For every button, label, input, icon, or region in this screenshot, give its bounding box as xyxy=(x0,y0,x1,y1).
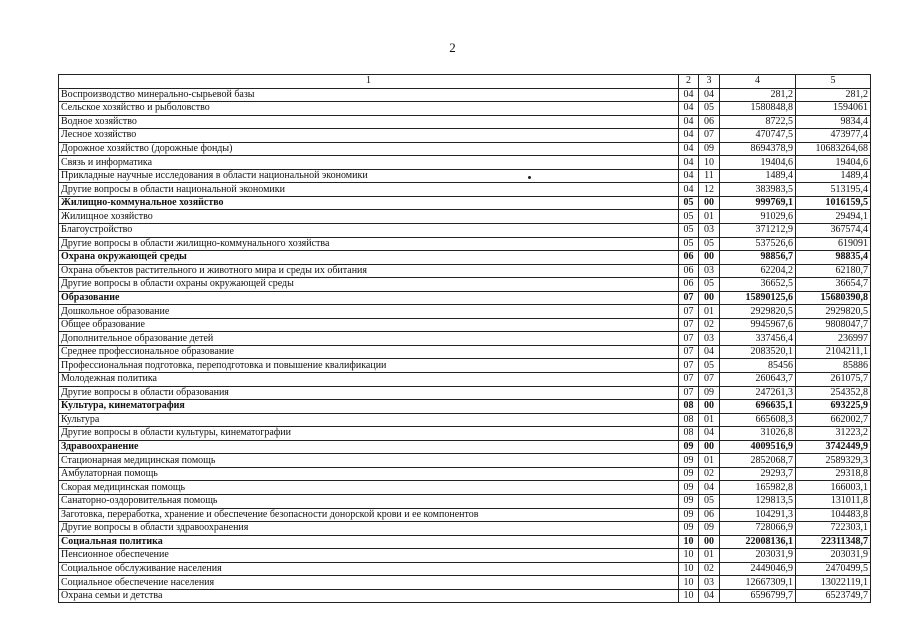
row-name: Социальное обеспечение населения xyxy=(59,576,679,590)
row-name: Скорая медицинская помощь xyxy=(59,481,679,495)
row-subsection-code: 05 xyxy=(699,278,720,292)
row-subsection-code: 02 xyxy=(699,562,720,576)
row-name: Среднее профессиональное образование xyxy=(59,345,679,359)
row-value-col5: 1594061 xyxy=(796,102,871,116)
section-row xyxy=(59,535,871,549)
table-row xyxy=(59,332,871,346)
row-value-col4: 8694378,9 xyxy=(720,142,796,156)
row-value-col5: 3742449,9 xyxy=(796,440,871,454)
row-value-col4: 337456,4 xyxy=(720,332,796,346)
row-section-code: 09 xyxy=(679,522,699,536)
row-value-col4: 22008136,1 xyxy=(720,535,796,549)
row-section-code: 07 xyxy=(679,359,699,373)
row-subsection-code: 03 xyxy=(699,264,720,278)
page-number: 2 xyxy=(449,40,456,55)
table-row xyxy=(59,522,871,536)
row-value-col4: 203031,9 xyxy=(720,549,796,563)
table-row xyxy=(59,373,871,387)
row-name: Другие вопросы в области здравоохранения xyxy=(59,522,679,536)
table-row xyxy=(59,508,871,522)
row-value-col5: 85886 xyxy=(796,359,871,373)
table-row xyxy=(59,454,871,468)
row-section-code: 07 xyxy=(679,318,699,332)
row-name: Жилищно-коммунальное хозяйство xyxy=(59,196,679,210)
row-value-col5: 1016159,5 xyxy=(796,196,871,210)
row-value-col4: 104291,3 xyxy=(720,508,796,522)
row-subsection-code: 04 xyxy=(699,481,720,495)
row-name: Социальная политика xyxy=(59,535,679,549)
row-name: Благоустройство xyxy=(59,224,679,238)
row-name: Дополнительное образование детей xyxy=(59,332,679,346)
table-row xyxy=(59,562,871,576)
row-subsection-code: 02 xyxy=(699,318,720,332)
row-subsection-code: 03 xyxy=(699,576,720,590)
row-subsection-code: 00 xyxy=(699,535,720,549)
row-name: Стационарная медицинская помощь xyxy=(59,454,679,468)
row-subsection-code: 01 xyxy=(699,454,720,468)
row-section-code: 07 xyxy=(679,305,699,319)
row-section-code: 06 xyxy=(679,264,699,278)
row-subsection-code: 09 xyxy=(699,142,720,156)
table-row xyxy=(59,210,871,224)
row-value-col5: 36654,7 xyxy=(796,278,871,292)
table-row xyxy=(59,183,871,197)
row-value-col4: 129813,5 xyxy=(720,494,796,508)
table-row xyxy=(59,278,871,292)
row-value-col4: 62204,2 xyxy=(720,264,796,278)
row-subsection-code: 01 xyxy=(699,305,720,319)
row-subsection-code: 05 xyxy=(699,237,720,251)
row-subsection-code: 01 xyxy=(699,549,720,563)
section-row xyxy=(59,440,871,454)
row-value-col4: 999769,1 xyxy=(720,196,796,210)
table-row xyxy=(59,224,871,238)
row-value-col4: 2083520,1 xyxy=(720,345,796,359)
row-section-code: 04 xyxy=(679,169,699,183)
table-row xyxy=(59,237,871,251)
row-value-col5: 693225,9 xyxy=(796,400,871,414)
row-subsection-code: 05 xyxy=(699,102,720,116)
row-subsection-code: 04 xyxy=(699,88,720,102)
row-value-col4: 2852068,7 xyxy=(720,454,796,468)
row-section-code: 04 xyxy=(679,88,699,102)
table-row xyxy=(59,169,871,183)
row-name: Образование xyxy=(59,291,679,305)
row-value-col4: 260643,7 xyxy=(720,373,796,387)
row-value-col4: 247261,3 xyxy=(720,386,796,400)
row-value-col5: 10683264,68 xyxy=(796,142,871,156)
row-name: Культура xyxy=(59,413,679,427)
table-row xyxy=(59,102,871,116)
column-header-4: 4 xyxy=(720,75,796,89)
row-name: Профессиональная подготовка, переподготовка и повышение квалификации xyxy=(59,359,679,373)
row-name: Дошкольное образование xyxy=(59,305,679,319)
row-subsection-code: 02 xyxy=(699,467,720,481)
row-name: Другие вопросы в области образования xyxy=(59,386,679,400)
table-row xyxy=(59,427,871,441)
row-subsection-code: 04 xyxy=(699,589,720,603)
section-row xyxy=(59,291,871,305)
row-section-code: 09 xyxy=(679,508,699,522)
row-value-col5: 513195,4 xyxy=(796,183,871,197)
row-name: Общее образование xyxy=(59,318,679,332)
row-value-col4: 1489,4 xyxy=(720,169,796,183)
column-number-row xyxy=(59,75,871,89)
row-name: Водное хозяйство xyxy=(59,115,679,129)
row-value-col5: 19404,6 xyxy=(796,156,871,170)
section-row xyxy=(59,400,871,414)
row-name: Охрана семьи и детства xyxy=(59,589,679,603)
row-section-code: 04 xyxy=(679,102,699,116)
row-value-col5: 29318,8 xyxy=(796,467,871,481)
row-name: Другие вопросы в области охраны окружающей среды xyxy=(59,278,679,292)
row-name: Охрана объектов растительного и животного мира и среды их обитания xyxy=(59,264,679,278)
row-value-col4: 728066,9 xyxy=(720,522,796,536)
row-section-code: 05 xyxy=(679,224,699,238)
row-name: Социальное обслуживание населения xyxy=(59,562,679,576)
row-value-col5: 722303,1 xyxy=(796,522,871,536)
table-row xyxy=(59,88,871,102)
row-value-col5: 29494,1 xyxy=(796,210,871,224)
row-section-code: 07 xyxy=(679,373,699,387)
row-value-col5: 6523749,7 xyxy=(796,589,871,603)
row-value-col5: 2470499,5 xyxy=(796,562,871,576)
table-row xyxy=(59,413,871,427)
row-value-col5: 62180,7 xyxy=(796,264,871,278)
row-section-code: 04 xyxy=(679,142,699,156)
row-section-code: 10 xyxy=(679,576,699,590)
column-header-1: 1 xyxy=(59,75,679,89)
table-row xyxy=(59,142,871,156)
column-header-2: 2 xyxy=(679,75,699,89)
row-name: Охрана окружающей среды xyxy=(59,251,679,265)
budget-table xyxy=(58,74,871,603)
row-section-code: 04 xyxy=(679,156,699,170)
row-value-col4: 8722,5 xyxy=(720,115,796,129)
row-subsection-code: 05 xyxy=(699,359,720,373)
row-section-code: 04 xyxy=(679,115,699,129)
row-value-col5: 104483,8 xyxy=(796,508,871,522)
row-section-code: 06 xyxy=(679,251,699,265)
row-value-col4: 383983,5 xyxy=(720,183,796,197)
row-value-col5: 254352,8 xyxy=(796,386,871,400)
row-value-col4: 696635,1 xyxy=(720,400,796,414)
row-value-col4: 537526,6 xyxy=(720,237,796,251)
row-value-col5: 367574,4 xyxy=(796,224,871,238)
row-subsection-code: 03 xyxy=(699,224,720,238)
row-section-code: 07 xyxy=(679,291,699,305)
row-section-code: 09 xyxy=(679,494,699,508)
row-section-code: 05 xyxy=(679,237,699,251)
table-row xyxy=(59,359,871,373)
table-row xyxy=(59,494,871,508)
row-section-code: 10 xyxy=(679,535,699,549)
row-value-col5: 31223,2 xyxy=(796,427,871,441)
table-row xyxy=(59,305,871,319)
row-section-code: 09 xyxy=(679,440,699,454)
row-value-col5: 98835,4 xyxy=(796,251,871,265)
table-row xyxy=(59,467,871,481)
table-row xyxy=(59,115,871,129)
row-section-code: 07 xyxy=(679,332,699,346)
row-subsection-code: 04 xyxy=(699,427,720,441)
section-row xyxy=(59,251,871,265)
row-name: Связь и информатика xyxy=(59,156,679,170)
row-value-col4: 36652,5 xyxy=(720,278,796,292)
row-section-code: 06 xyxy=(679,278,699,292)
row-name: Прикладные научные исследования в области национальной экономики xyxy=(59,169,679,183)
row-subsection-code: 01 xyxy=(699,210,720,224)
row-name: Пенсионное обеспечение xyxy=(59,549,679,563)
row-name: Сельское хозяйство и рыболовство xyxy=(59,102,679,116)
row-value-col5: 619091 xyxy=(796,237,871,251)
row-section-code: 04 xyxy=(679,183,699,197)
row-section-code: 10 xyxy=(679,549,699,563)
row-value-col4: 6596799,7 xyxy=(720,589,796,603)
row-subsection-code: 07 xyxy=(699,373,720,387)
table-row xyxy=(59,156,871,170)
row-value-col4: 85456 xyxy=(720,359,796,373)
table-row xyxy=(59,576,871,590)
row-name: Здравоохранение xyxy=(59,440,679,454)
row-subsection-code: 00 xyxy=(699,291,720,305)
row-value-col4: 9945967,6 xyxy=(720,318,796,332)
row-section-code: 08 xyxy=(679,427,699,441)
row-value-col4: 165982,8 xyxy=(720,481,796,495)
table-row xyxy=(59,345,871,359)
row-subsection-code: 03 xyxy=(699,332,720,346)
row-section-code: 04 xyxy=(679,129,699,143)
row-subsection-code: 00 xyxy=(699,400,720,414)
row-section-code: 09 xyxy=(679,481,699,495)
row-section-code: 05 xyxy=(679,210,699,224)
row-value-col4: 98856,7 xyxy=(720,251,796,265)
row-value-col4: 470747,5 xyxy=(720,129,796,143)
table-row xyxy=(59,129,871,143)
row-subsection-code: 00 xyxy=(699,196,720,210)
row-subsection-code: 06 xyxy=(699,508,720,522)
row-name: Заготовка, переработка, хранение и обеспечение безопасности донорской крови и ее компонентов xyxy=(59,508,679,522)
row-name: Культура, кинематография xyxy=(59,400,679,414)
row-subsection-code: 10 xyxy=(699,156,720,170)
row-value-col5: 22311348,7 xyxy=(796,535,871,549)
table-row xyxy=(59,264,871,278)
row-subsection-code: 04 xyxy=(699,345,720,359)
row-subsection-code: 00 xyxy=(699,251,720,265)
row-subsection-code: 00 xyxy=(699,440,720,454)
row-value-col4: 2449046,9 xyxy=(720,562,796,576)
row-value-col5: 9834,4 xyxy=(796,115,871,129)
row-name: Лесное хозяйство xyxy=(59,129,679,143)
row-value-col4: 29293,7 xyxy=(720,467,796,481)
row-section-code: 09 xyxy=(679,454,699,468)
column-header-3: 3 xyxy=(699,75,720,89)
row-subsection-code: 09 xyxy=(699,386,720,400)
row-section-code: 09 xyxy=(679,467,699,481)
row-name: Другие вопросы в области национальной экономики xyxy=(59,183,679,197)
row-section-code: 05 xyxy=(679,196,699,210)
row-section-code: 10 xyxy=(679,589,699,603)
row-value-col4: 665608,3 xyxy=(720,413,796,427)
table-row xyxy=(59,549,871,563)
column-header-5: 5 xyxy=(796,75,871,89)
row-value-col4: 31026,8 xyxy=(720,427,796,441)
row-value-col5: 2589329,3 xyxy=(796,454,871,468)
row-section-code: 08 xyxy=(679,400,699,414)
table-row xyxy=(59,386,871,400)
row-value-col5: 13022119,1 xyxy=(796,576,871,590)
row-name: Воспроизводство минерально-сырьевой базы xyxy=(59,88,679,102)
row-subsection-code: 05 xyxy=(699,494,720,508)
row-name: Молодежная политика xyxy=(59,373,679,387)
row-section-code: 08 xyxy=(679,413,699,427)
row-value-col5: 203031,9 xyxy=(796,549,871,563)
row-value-col5: 281,2 xyxy=(796,88,871,102)
row-name: Другие вопросы в области жилищно-коммунального хозяйства xyxy=(59,237,679,251)
row-value-col4: 91029,6 xyxy=(720,210,796,224)
row-value-col5: 1489,4 xyxy=(796,169,871,183)
budget-table-body xyxy=(59,75,871,603)
row-value-col5: 9808047,7 xyxy=(796,318,871,332)
row-value-col4: 4009516,9 xyxy=(720,440,796,454)
row-value-col5: 236997 xyxy=(796,332,871,346)
row-name: Жилищное хозяйство xyxy=(59,210,679,224)
row-value-col5: 662002,7 xyxy=(796,413,871,427)
row-value-col4: 15890125,6 xyxy=(720,291,796,305)
row-section-code: 07 xyxy=(679,345,699,359)
table-row xyxy=(59,589,871,603)
row-subsection-code: 01 xyxy=(699,413,720,427)
table-row xyxy=(59,481,871,495)
row-name: Другие вопросы в области культуры, кинематографии xyxy=(59,427,679,441)
row-value-col5: 2104211,1 xyxy=(796,345,871,359)
row-value-col5: 166003,1 xyxy=(796,481,871,495)
row-value-col4: 12667309,1 xyxy=(720,576,796,590)
row-section-code: 10 xyxy=(679,562,699,576)
row-value-col4: 371212,9 xyxy=(720,224,796,238)
scan-dot-mark xyxy=(528,176,531,179)
table-row xyxy=(59,318,871,332)
row-subsection-code: 12 xyxy=(699,183,720,197)
row-subsection-code: 07 xyxy=(699,129,720,143)
row-value-col5: 261075,7 xyxy=(796,373,871,387)
section-row xyxy=(59,196,871,210)
row-subsection-code: 11 xyxy=(699,169,720,183)
row-value-col4: 281,2 xyxy=(720,88,796,102)
row-value-col5: 2929820,5 xyxy=(796,305,871,319)
row-name: Дорожное хозяйство (дорожные фонды) xyxy=(59,142,679,156)
row-value-col4: 19404,6 xyxy=(720,156,796,170)
row-value-col5: 473977,4 xyxy=(796,129,871,143)
row-subsection-code: 06 xyxy=(699,115,720,129)
row-section-code: 07 xyxy=(679,386,699,400)
row-value-col4: 2929820,5 xyxy=(720,305,796,319)
row-value-col5: 131011,8 xyxy=(796,494,871,508)
row-value-col4: 1580848,8 xyxy=(720,102,796,116)
row-value-col5: 15680390,8 xyxy=(796,291,871,305)
row-name: Санаторно-оздоровительная помощь xyxy=(59,494,679,508)
row-name: Амбулаторная помощь xyxy=(59,467,679,481)
row-subsection-code: 09 xyxy=(699,522,720,536)
